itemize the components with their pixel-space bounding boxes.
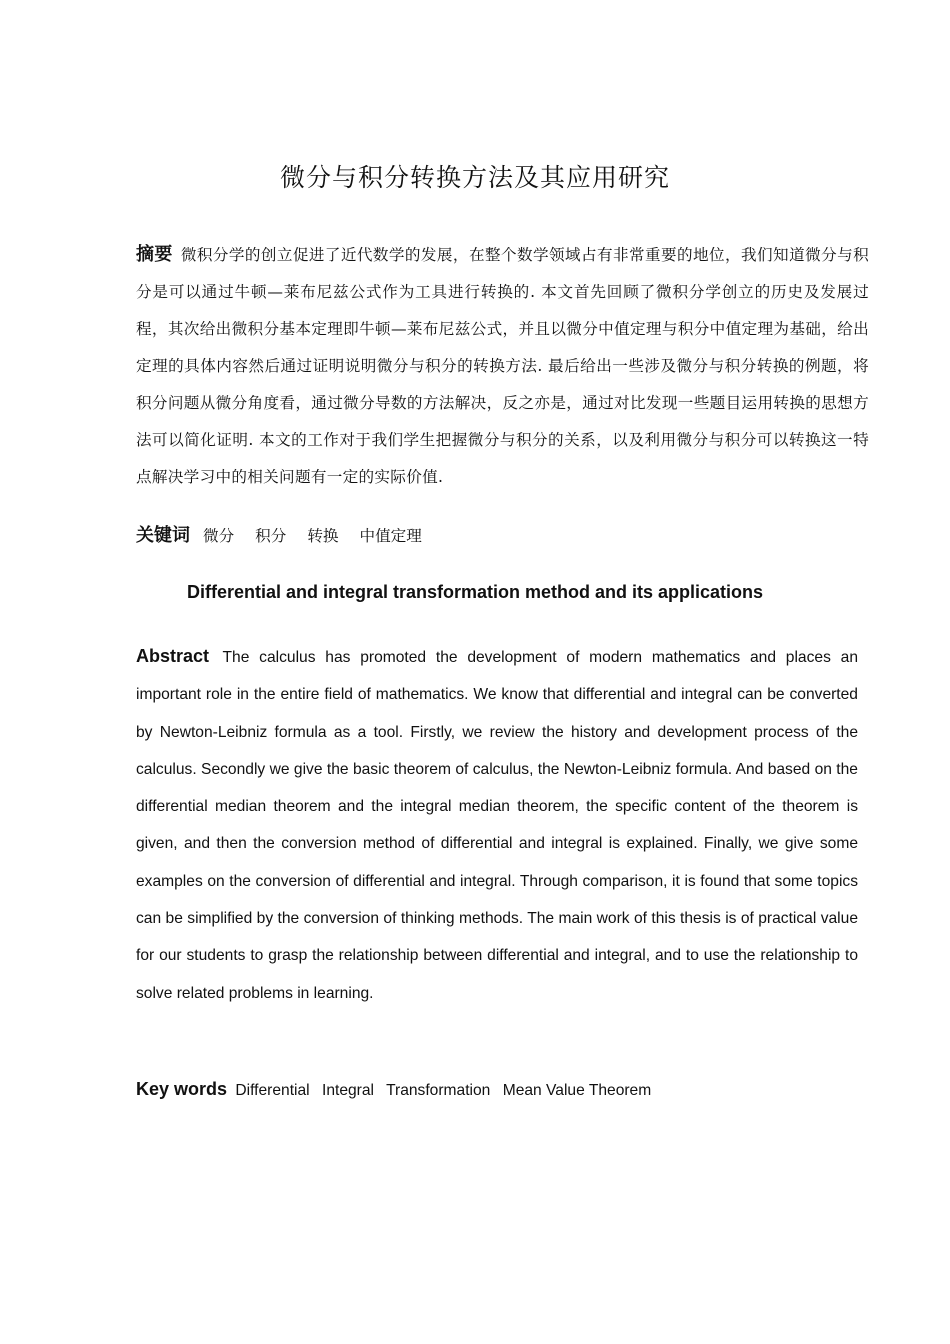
english-abstract bbox=[136, 638, 858, 1012]
chinese-keyword: 积分 bbox=[255, 527, 287, 545]
chinese-keyword: 微分 bbox=[202, 527, 235, 545]
english-keyword: Differential bbox=[235, 1082, 310, 1099]
chinese-keyword: 转换 bbox=[307, 527, 339, 545]
chinese-keywords-label: 关键词 bbox=[136, 525, 190, 546]
english-keywords-label: Key words bbox=[136, 1079, 228, 1099]
chinese-keywords bbox=[136, 520, 869, 552]
english-abstract-text: The calculus has promoted the development of modern mathematics and places an important role in the entire field of mathematics. We know that differential and integral can be converted by Newton-Leibniz formula as a tool. Firstly, we review the history and development process of the calculus. Secondly we give the basic theorem of calculus, the Newton-Leibniz formula. And based on the differential median theorem and the integral median theorem, the specific content of the theorem is given, and then the conversion method of differential and integral is explained. Finally, we give some examples on the conversion of differential and integral. Through comparison, it is found that some topics can be simplified by the conversion of thinking methods. The main work of this thesis is of practical value for our students to grasp the relationship between differential and integral, and to use the relationship to solve related problems in learning. bbox=[136, 649, 858, 1002]
english-keyword: Mean Value Theorem bbox=[502, 1082, 652, 1099]
english-keywords bbox=[136, 1074, 858, 1106]
chinese-abstract-label: 摘要 bbox=[136, 244, 173, 265]
english-title: Differential and integral transformation method and its applications bbox=[186, 582, 764, 602]
chinese-keyword: 中值定理 bbox=[359, 527, 422, 545]
english-keyword: Transformation bbox=[386, 1082, 491, 1099]
chinese-title: 微分与积分转换方法及其应用研究 bbox=[279, 163, 670, 192]
english-abstract-label: Abstract bbox=[136, 646, 210, 666]
english-keyword: Integral bbox=[321, 1082, 374, 1099]
chinese-abstract-text: 微积分学的创立促进了近代数学的发展，在整个数学领域占有非常重要的地位，我们知道微分与积分是可以通过牛顿—莱布尼兹公式作为工具进行转换的. 本文首先回顾了微积分学创立的历史及发展过程，其次给出微积分基本定理即牛顿—莱布尼兹公式，并且以微分中值定理与积分中值定理为基础，给出定理的具体内容然后通过证明说明微分与积分的转换方法. 最后给出一些涉及微分与积分转换的例题，将积分问题从微分角度看，通过微分导数的方法解决，反之亦是，通过对比发现一些题目运用转换的思想方法可以简化证明. 本文的工作对于我们学生把握微分与积分的关系，以及利用微分与积分可以转换这一特点解决学习中的相关问题有一定的实际价值. bbox=[136, 246, 869, 486]
chinese-abstract bbox=[136, 236, 869, 496]
